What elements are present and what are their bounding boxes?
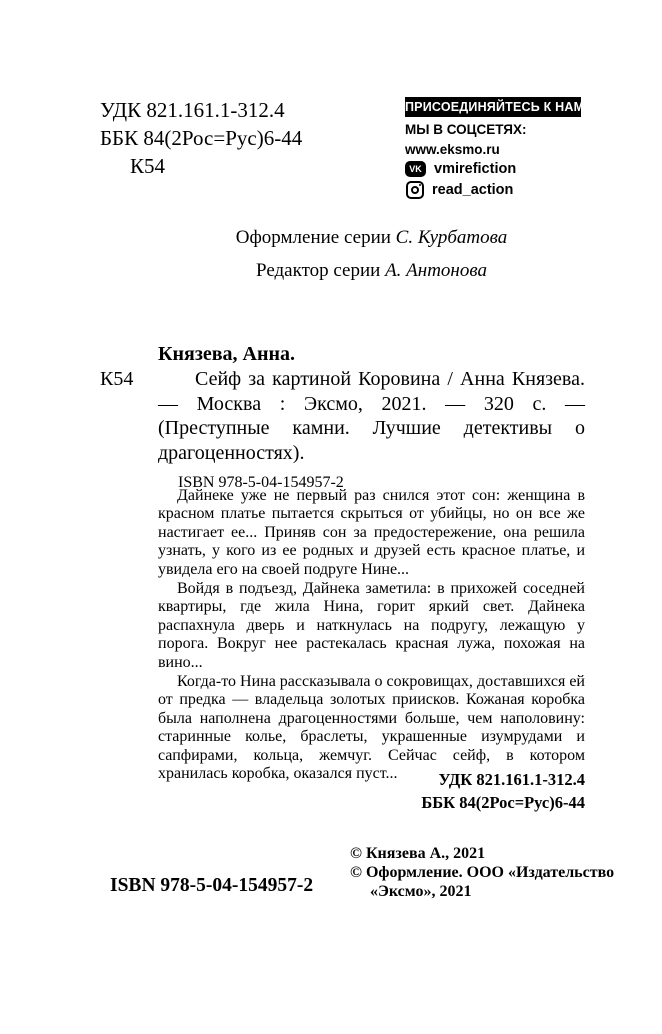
udk-code-bottom: УДК 821.161.1-312.4 <box>438 770 585 789</box>
isbn-record: ISBN 978-5-04-154957-2 <box>178 474 344 491</box>
annotation-block <box>158 487 585 785</box>
bibliographic-record <box>100 341 585 492</box>
vk-icon: VK <box>405 161 426 177</box>
social-media-block <box>405 97 589 199</box>
copyright-block <box>350 845 614 901</box>
bbk-code-top: ББК 84(2Рос=Рус)6-44 <box>100 126 303 150</box>
series-editor-name: А. Антонова <box>385 260 487 281</box>
instagram-account-row <box>405 181 581 199</box>
series-designer-prefix: Оформление серии <box>235 227 391 248</box>
series-editor-line <box>158 259 585 282</box>
bbk-code-bottom: ББК 84(2Рос=Рус)6-44 <box>421 792 585 812</box>
join-us-banner: ПРИСОЕДИНЯЙТЕСЬ К НАМ! <box>405 97 581 117</box>
copyright-author: © Князева А., 2021 <box>350 845 486 862</box>
social-subtitle: МЫ В СОЦСЕТЯХ: <box>405 122 527 137</box>
copyright-publisher-cont: «Эксмо», 2021 <box>370 882 472 900</box>
annotation-paragraph: Войдя в подъезд, Дайнека заметила: в прихожей соседней квартиры, где жила Нина, горит яркий свет. Дайнека распахнула дверь и наткнулась на подругу, лежащую у порога. Вокруг нее растекалась красная лужа, похожая на вино... <box>158 580 585 671</box>
catalog-codes-top <box>100 96 302 180</box>
book-author: Князева, Анна. <box>158 343 296 365</box>
vk-account-row <box>405 161 581 177</box>
isbn-bottom: ISBN 978-5-04-154957-2 <box>110 875 314 896</box>
author-sign-top: К54 <box>130 154 166 178</box>
instagram-account-label: read_action <box>432 182 514 198</box>
series-credits <box>158 226 585 292</box>
series-designer-name: С. Курбатова <box>395 227 508 248</box>
copyright-publisher: © Оформление. ООО «Издательство <box>350 863 615 881</box>
annotation-paragraph: Дайнеке уже не первый раз снился этот сон: женщина в красном платье пытается скрыться от убийцы, но он все же настигает ее... Приняв сон за предостережение, она решила узнать, у кого из ее родных и друзей есть красное платье, и увидела его на своей подруге Нине... <box>158 487 585 578</box>
catalog-codes-bottom <box>158 769 585 814</box>
series-editor-prefix: Редактор серии <box>256 260 381 281</box>
publisher-website: www.eksmo.ru <box>405 142 500 157</box>
instagram-icon <box>406 181 424 199</box>
annotation-paragraph: Когда-то Нина рассказывала о сокровищах, доставшихся ей от предка — владельца золотых приисков. Кожаная коробка была наполнена драгоценностями больше, чем наполовину: старинные колье, браслеты, украшенные изумрудами и сапфирами, кольца, жемчуг. Сейчас сейф, в котором хранилась коробка, оказался пуст... <box>158 673 585 783</box>
bibliographic-description: Сейф за картиной Коровина / Анна Князева. — Москва : Эксмо, 2021. — 320 с. — (Преступные камни. Лучшие детективы о драгоценностях). <box>158 368 585 464</box>
vk-account-label: vmirefiction <box>434 161 517 177</box>
author-sign-margin: К54 <box>100 368 134 390</box>
udk-code-top: УДК 821.161.1-312.4 <box>100 98 285 122</box>
series-designer-line <box>158 226 585 249</box>
